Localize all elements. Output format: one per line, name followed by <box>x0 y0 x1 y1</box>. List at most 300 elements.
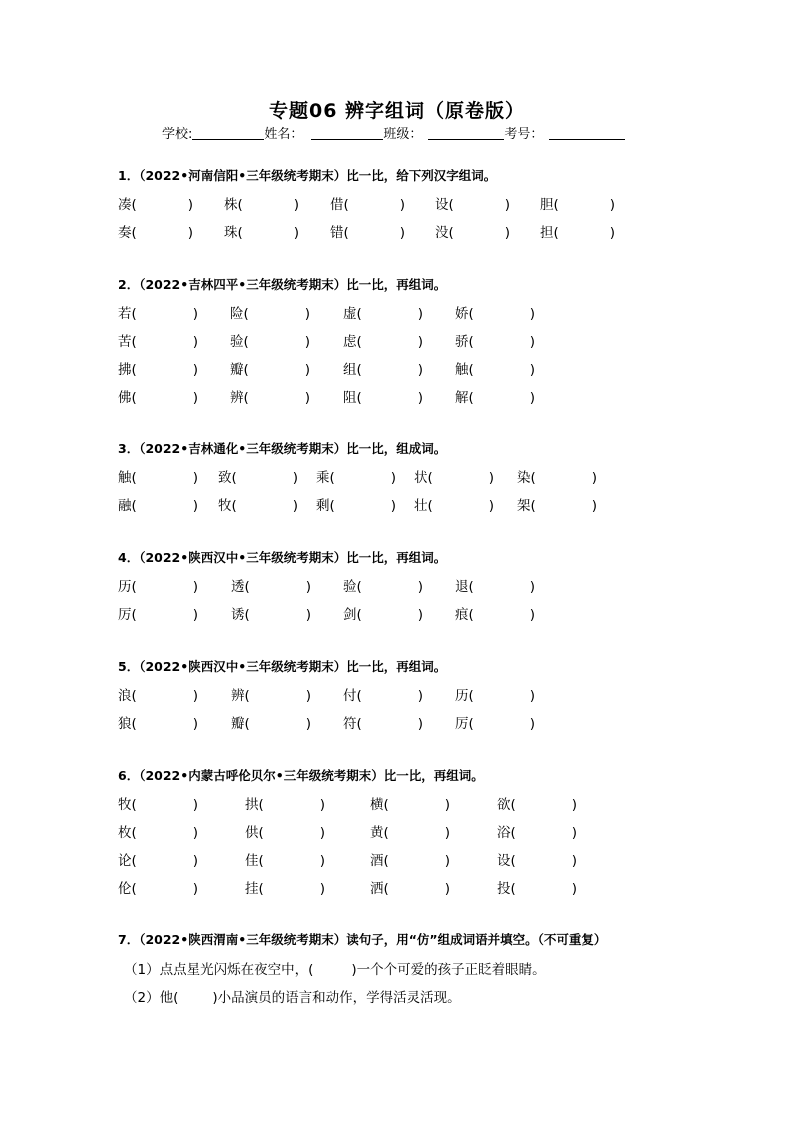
open-paren: ( <box>448 225 454 241</box>
close-paren: ) <box>305 579 312 595</box>
open-paren: ( <box>244 716 250 732</box>
char: 厉 <box>118 607 132 623</box>
word-item <box>435 193 510 213</box>
student-info-line <box>162 123 625 142</box>
char: 虚 <box>343 306 357 322</box>
close-paren: ) <box>305 607 312 623</box>
word-item <box>517 466 597 486</box>
q5-row <box>0 684 794 702</box>
close-paren: ) <box>444 881 451 897</box>
word-item <box>497 849 577 869</box>
word-item <box>343 684 423 704</box>
open-paren: ( <box>131 334 137 350</box>
sentence-1-after: )一个个可爱的孩子正眨着眼睛。 <box>351 962 546 978</box>
open-paren: ( <box>468 362 474 378</box>
word-item <box>343 302 423 322</box>
close-paren: ) <box>319 825 326 841</box>
open-paren: ( <box>448 197 454 213</box>
word-item <box>118 330 198 350</box>
open-paren: ( <box>131 579 137 595</box>
word-item <box>455 330 535 350</box>
word-item <box>497 877 577 897</box>
char: 剩 <box>316 498 330 514</box>
char: 错 <box>330 225 344 241</box>
open-paren: ( <box>243 334 249 350</box>
open-paren: ( <box>131 498 137 514</box>
word-item <box>455 386 535 406</box>
char: 娇 <box>455 306 469 322</box>
word-item <box>414 466 494 486</box>
word-item <box>497 821 577 841</box>
word-item <box>316 466 396 486</box>
close-paren: ) <box>417 688 424 704</box>
char: 珠 <box>224 225 238 241</box>
close-paren: ) <box>504 197 511 213</box>
char: 牧 <box>118 797 132 813</box>
char: 剑 <box>343 607 357 623</box>
word-item <box>343 330 423 350</box>
open-paren: ( <box>510 853 516 869</box>
close-paren: ) <box>571 853 578 869</box>
open-paren: ( <box>237 197 243 213</box>
open-paren: ( <box>131 607 137 623</box>
open-paren: ( <box>468 607 474 623</box>
char: 凑 <box>118 197 132 213</box>
word-item <box>455 684 535 704</box>
close-paren: ) <box>305 688 312 704</box>
word-item <box>343 603 423 623</box>
close-paren: ) <box>591 498 598 514</box>
char: 瓣 <box>231 716 245 732</box>
close-paren: ) <box>444 825 451 841</box>
char: 设 <box>435 197 449 213</box>
char: 解 <box>455 390 469 406</box>
open-paren: ( <box>510 825 516 841</box>
open-paren: ( <box>343 197 349 213</box>
char: 阻 <box>343 390 357 406</box>
close-paren: ) <box>444 853 451 869</box>
open-paren: ( <box>383 853 389 869</box>
class-label: 班级： <box>383 127 423 142</box>
exam-no-label: 考号： <box>504 127 544 142</box>
word-item <box>231 712 311 732</box>
open-paren: ( <box>356 390 362 406</box>
close-paren: ) <box>192 607 199 623</box>
char: 骄 <box>455 334 469 350</box>
open-paren: ( <box>329 498 335 514</box>
char: 壮 <box>414 498 428 514</box>
q6-row <box>0 821 794 839</box>
open-paren: ( <box>231 498 237 514</box>
char: 苦 <box>118 334 132 350</box>
open-paren: ( <box>131 797 137 813</box>
close-paren: ) <box>192 470 199 486</box>
char: 诱 <box>231 607 245 623</box>
word-item <box>343 386 423 406</box>
close-paren: ) <box>192 881 199 897</box>
char: 历 <box>455 688 469 704</box>
word-item <box>316 494 396 514</box>
word-item <box>343 358 423 378</box>
word-item <box>118 849 198 869</box>
open-paren: ( <box>131 362 137 378</box>
open-paren: ( <box>258 797 264 813</box>
char: 瓣 <box>230 362 244 378</box>
class-field[interactable] <box>428 127 504 140</box>
close-paren: ) <box>304 362 311 378</box>
close-paren: ) <box>304 306 311 322</box>
close-paren: ) <box>529 390 536 406</box>
q4-row <box>0 603 794 621</box>
char: 没 <box>435 225 449 241</box>
close-paren: ) <box>417 716 424 732</box>
char: 欲 <box>497 797 511 813</box>
open-paren: ( <box>553 225 559 241</box>
word-item <box>118 221 193 241</box>
close-paren: ) <box>399 225 406 241</box>
word-item <box>118 877 198 897</box>
close-paren: ) <box>293 225 300 241</box>
question-3-heading: 3．（2022•吉林通化•三年级统考期末）比一比，组成词。 <box>118 441 447 456</box>
char: 伦 <box>118 881 132 897</box>
q6-row <box>0 877 794 895</box>
q6-row <box>0 849 794 867</box>
word-item <box>497 793 577 813</box>
close-paren: ) <box>571 825 578 841</box>
word-item <box>230 302 310 322</box>
open-paren: ( <box>131 306 137 322</box>
close-paren: ) <box>304 390 311 406</box>
word-item <box>455 603 535 623</box>
word-item <box>370 849 450 869</box>
close-paren: ) <box>390 498 397 514</box>
word-item <box>118 712 198 732</box>
open-paren: ( <box>356 362 362 378</box>
char: 狼 <box>118 716 132 732</box>
open-paren: ( <box>131 853 137 869</box>
char: 投 <box>497 881 511 897</box>
q6-row <box>0 793 794 811</box>
close-paren: ) <box>529 607 536 623</box>
char: 酒 <box>370 853 384 869</box>
close-paren: ) <box>304 334 311 350</box>
close-paren: ) <box>529 306 536 322</box>
close-paren: ) <box>192 716 199 732</box>
close-paren: ) <box>417 607 424 623</box>
word-item <box>540 193 615 213</box>
close-paren: ) <box>293 197 300 213</box>
open-paren: ( <box>131 825 137 841</box>
sentence-2-after: )小品演员的语言和动作，学得活灵活现。 <box>212 990 461 1006</box>
name-label: 姓名： <box>264 127 304 142</box>
word-item <box>118 684 198 704</box>
q2-row <box>0 358 794 376</box>
char: 融 <box>118 498 132 514</box>
char: 供 <box>245 825 259 841</box>
word-item <box>343 575 423 595</box>
close-paren: ) <box>444 797 451 813</box>
close-paren: ) <box>192 579 199 595</box>
open-paren: ( <box>343 225 349 241</box>
exam-no-field[interactable] <box>549 127 625 140</box>
name-field[interactable] <box>311 127 383 140</box>
word-item <box>230 330 310 350</box>
char: 触 <box>455 362 469 378</box>
close-paren: ) <box>187 225 194 241</box>
char: 虑 <box>343 334 357 350</box>
q1-row <box>0 221 794 239</box>
char: 牧 <box>218 498 232 514</box>
char: 论 <box>118 853 132 869</box>
q2-row <box>0 386 794 404</box>
q1-row <box>0 193 794 211</box>
open-paren: ( <box>427 498 433 514</box>
close-paren: ) <box>529 334 536 350</box>
open-paren: ( <box>468 306 474 322</box>
close-paren: ) <box>609 197 616 213</box>
word-item <box>224 221 299 241</box>
open-paren: ( <box>553 197 559 213</box>
q2-row <box>0 330 794 348</box>
word-item <box>118 386 198 406</box>
open-paren: ( <box>244 688 250 704</box>
close-paren: ) <box>571 797 578 813</box>
word-item <box>118 466 198 486</box>
word-item <box>118 821 198 841</box>
open-paren: ( <box>131 688 137 704</box>
char: 洒 <box>370 881 384 897</box>
close-paren: ) <box>529 688 536 704</box>
close-paren: ) <box>319 853 326 869</box>
q3-row <box>0 494 794 512</box>
open-paren: ( <box>356 579 362 595</box>
close-paren: ) <box>488 470 495 486</box>
char: 佛 <box>118 390 132 406</box>
close-paren: ) <box>192 362 199 378</box>
open-paren: ( <box>468 390 474 406</box>
word-item <box>245 793 325 813</box>
word-item <box>230 386 310 406</box>
char: 浴 <box>497 825 511 841</box>
school-field[interactable] <box>192 127 264 140</box>
char: 符 <box>343 716 357 732</box>
char: 验 <box>343 579 357 595</box>
char: 险 <box>230 306 244 322</box>
close-paren: ) <box>417 390 424 406</box>
word-item <box>118 193 193 213</box>
char: 横 <box>370 797 384 813</box>
close-paren: ) <box>187 197 194 213</box>
char: 借 <box>330 197 344 213</box>
page-title: 专题06 辨字组词（原卷版） <box>268 100 526 122</box>
question-1-heading: 1．（2022•河南信阳•三年级统考期末）比一比，给下列汉字组词。 <box>118 168 497 183</box>
close-paren: ) <box>319 881 326 897</box>
char: 乘 <box>316 470 330 486</box>
open-paren: ( <box>468 579 474 595</box>
word-item <box>118 575 198 595</box>
word-item <box>118 793 198 813</box>
word-item <box>218 466 298 486</box>
close-paren: ) <box>192 390 199 406</box>
char: 触 <box>118 470 132 486</box>
char: 退 <box>455 579 469 595</box>
question-4-heading: 4．（2022•陕西汉中•三年级统考期末）比一比，再组词。 <box>118 550 447 565</box>
close-paren: ) <box>417 362 424 378</box>
open-paren: ( <box>131 881 137 897</box>
word-item <box>118 603 198 623</box>
word-item <box>245 821 325 841</box>
open-paren: ( <box>258 881 264 897</box>
open-paren: ( <box>356 334 362 350</box>
char: 设 <box>497 853 511 869</box>
close-paren: ) <box>192 306 199 322</box>
open-paren: ( <box>131 197 137 213</box>
char: 状 <box>414 470 428 486</box>
word-item <box>370 821 450 841</box>
open-paren: ( <box>356 306 362 322</box>
open-paren: ( <box>131 225 137 241</box>
char: 若 <box>118 306 132 322</box>
open-paren: ( <box>356 716 362 732</box>
word-item <box>370 877 450 897</box>
word-item <box>455 712 535 732</box>
char: 浪 <box>118 688 132 704</box>
q5-row <box>0 712 794 730</box>
word-item <box>230 358 310 378</box>
word-item <box>118 302 198 322</box>
char: 辨 <box>230 390 244 406</box>
open-paren: ( <box>383 797 389 813</box>
close-paren: ) <box>319 797 326 813</box>
close-paren: ) <box>504 225 511 241</box>
word-item <box>231 575 311 595</box>
open-paren: ( <box>244 607 250 623</box>
open-paren: ( <box>468 688 474 704</box>
sentence-1-before: （1）点点星光闪烁在夜空中，( <box>124 962 314 978</box>
question-7-sentence-2 <box>124 986 461 1006</box>
char: 组 <box>343 362 357 378</box>
word-item <box>231 603 311 623</box>
open-paren: ( <box>530 498 536 514</box>
open-paren: ( <box>243 362 249 378</box>
open-paren: ( <box>243 306 249 322</box>
char: 枚 <box>118 825 132 841</box>
close-paren: ) <box>305 716 312 732</box>
char: 付 <box>343 688 357 704</box>
q3-row <box>0 466 794 484</box>
open-paren: ( <box>510 881 516 897</box>
word-item <box>118 494 198 514</box>
close-paren: ) <box>192 334 199 350</box>
question-7-heading: 7．（2022•陕西渭南•三年级统考期末）读句子，用“仿”组成词语并填空。（不可重复） <box>118 932 607 947</box>
open-paren: ( <box>510 797 516 813</box>
open-paren: ( <box>356 607 362 623</box>
word-item <box>118 358 198 378</box>
word-item <box>455 358 535 378</box>
word-item <box>245 849 325 869</box>
char: 致 <box>218 470 232 486</box>
open-paren: ( <box>258 825 264 841</box>
char: 架 <box>517 498 531 514</box>
char: 拂 <box>118 362 132 378</box>
char: 透 <box>231 579 245 595</box>
word-item <box>414 494 494 514</box>
char: 株 <box>224 197 238 213</box>
close-paren: ) <box>529 579 536 595</box>
char: 挂 <box>245 881 259 897</box>
char: 拱 <box>245 797 259 813</box>
word-item <box>330 193 405 213</box>
word-item <box>245 877 325 897</box>
close-paren: ) <box>591 470 598 486</box>
close-paren: ) <box>529 716 536 732</box>
close-paren: ) <box>417 579 424 595</box>
char: 验 <box>230 334 244 350</box>
close-paren: ) <box>192 498 199 514</box>
char: 黄 <box>370 825 384 841</box>
open-paren: ( <box>231 470 237 486</box>
close-paren: ) <box>292 498 299 514</box>
close-paren: ) <box>609 225 616 241</box>
char: 担 <box>540 225 554 241</box>
open-paren: ( <box>383 825 389 841</box>
close-paren: ) <box>417 334 424 350</box>
close-paren: ) <box>399 197 406 213</box>
open-paren: ( <box>383 881 389 897</box>
close-paren: ) <box>192 688 199 704</box>
word-item <box>343 712 423 732</box>
school-label: 学校: <box>162 127 193 142</box>
word-item <box>540 221 615 241</box>
word-item <box>218 494 298 514</box>
char: 佳 <box>245 853 259 869</box>
question-7-sentence-1 <box>124 958 546 978</box>
word-item <box>224 193 299 213</box>
open-paren: ( <box>468 716 474 732</box>
close-paren: ) <box>292 470 299 486</box>
word-item <box>455 302 535 322</box>
question-2-heading: 2．（2022•吉林四平•三年级统考期末）比一比，再组词。 <box>118 277 447 292</box>
open-paren: ( <box>427 470 433 486</box>
q4-row <box>0 575 794 593</box>
q2-row <box>0 302 794 320</box>
close-paren: ) <box>192 797 199 813</box>
open-paren: ( <box>329 470 335 486</box>
word-item <box>517 494 597 514</box>
word-item <box>330 221 405 241</box>
close-paren: ) <box>417 306 424 322</box>
open-paren: ( <box>243 390 249 406</box>
char: 痕 <box>455 607 469 623</box>
word-item <box>370 793 450 813</box>
close-paren: ) <box>488 498 495 514</box>
open-paren: ( <box>258 853 264 869</box>
open-paren: ( <box>131 716 137 732</box>
char: 历 <box>118 579 132 595</box>
close-paren: ) <box>390 470 397 486</box>
word-item <box>231 684 311 704</box>
close-paren: ) <box>192 825 199 841</box>
char: 厉 <box>455 716 469 732</box>
question-5-heading: 5．（2022•陕西汉中•三年级统考期末）比一比，再组词。 <box>118 659 447 674</box>
open-paren: ( <box>131 390 137 406</box>
word-item <box>435 221 510 241</box>
open-paren: ( <box>131 470 137 486</box>
close-paren: ) <box>571 881 578 897</box>
open-paren: ( <box>530 470 536 486</box>
char: 奏 <box>118 225 132 241</box>
open-paren: ( <box>244 579 250 595</box>
